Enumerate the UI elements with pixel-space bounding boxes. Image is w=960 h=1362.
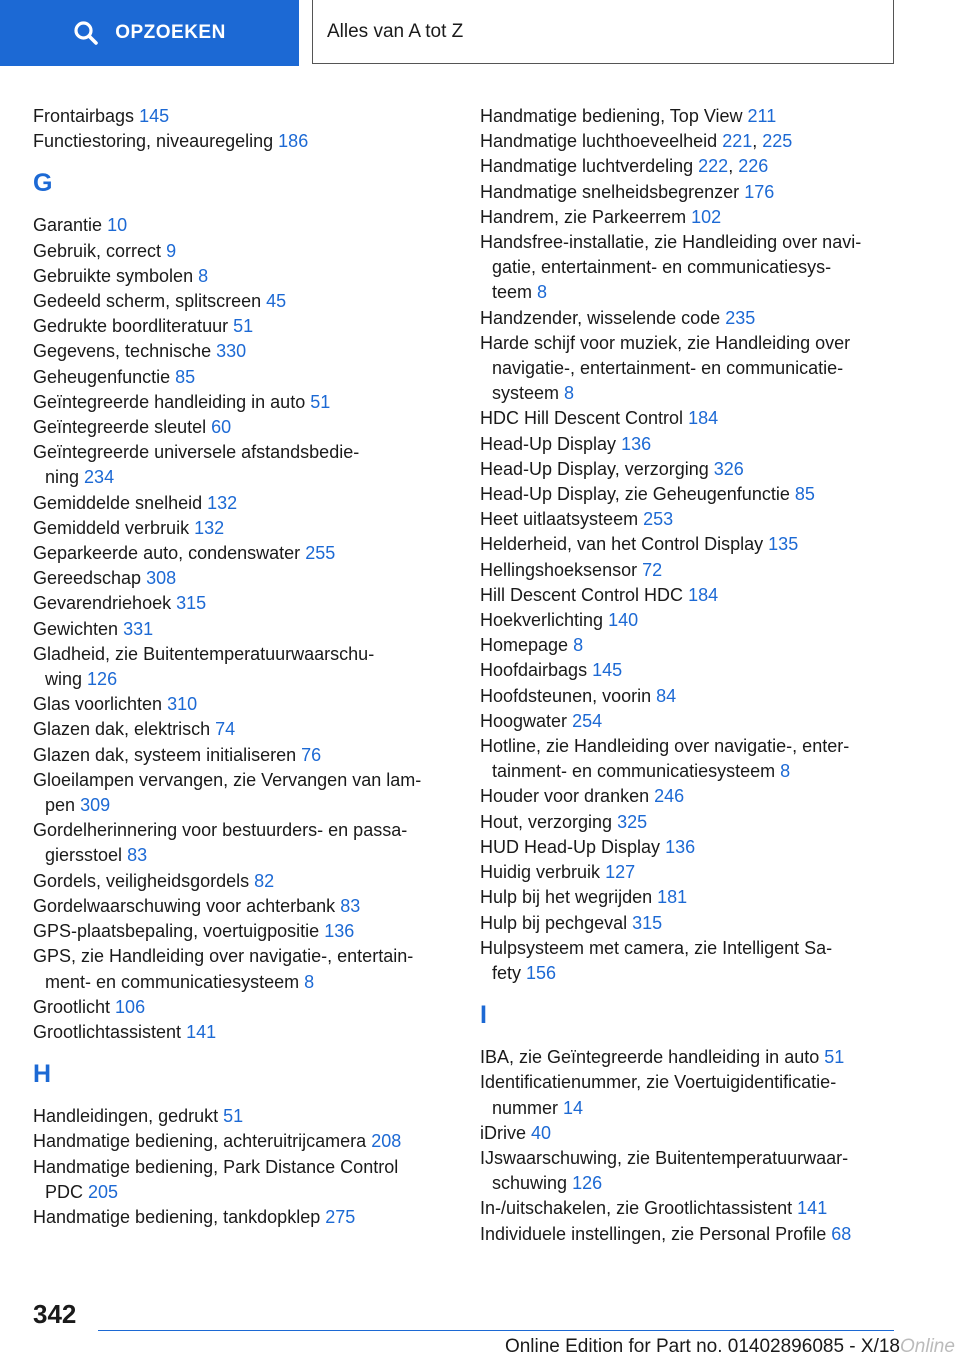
index-entry-text: Head-Up Display, verzorging bbox=[480, 458, 709, 479]
index-entry bbox=[480, 482, 900, 507]
index-entry-text: pen bbox=[45, 795, 76, 816]
page-link[interactable]: 141 bbox=[797, 1198, 828, 1219]
index-entry-text: IBA, zie Geïntegreerde handleiding in auto bbox=[480, 1047, 820, 1068]
page-link[interactable]: 205 bbox=[88, 1181, 119, 1202]
index-entry-text: Individuele instellingen, zie Personal Profile bbox=[480, 1223, 827, 1244]
index-entry-text: Gemiddeld verbruik bbox=[33, 517, 190, 538]
index-entry-text: teem bbox=[492, 282, 533, 303]
index-entry bbox=[33, 1205, 443, 1230]
index-entry-text: Gevarendriehoek bbox=[33, 593, 172, 614]
page-link[interactable]: 126 bbox=[87, 669, 118, 690]
index-entry bbox=[480, 810, 900, 835]
index-entry-text: Gedeeld scherm, splitscreen bbox=[33, 291, 262, 312]
index-entry-text: schuwing bbox=[492, 1173, 568, 1194]
index-entry-text: Gloeilampen vervangen, zie Vervangen van lam- bbox=[33, 769, 422, 790]
page-link[interactable]: 84 bbox=[656, 685, 677, 706]
page-link[interactable]: 234 bbox=[84, 467, 115, 488]
index-entry-text: Gemiddelde snelheid bbox=[33, 492, 203, 513]
page-link[interactable]: 141 bbox=[186, 1021, 217, 1042]
page-link[interactable]: 325 bbox=[617, 811, 648, 832]
page-link[interactable]: 102 bbox=[691, 206, 722, 227]
index-entry bbox=[33, 566, 443, 591]
index-entry bbox=[480, 1196, 900, 1221]
index-entry bbox=[480, 406, 900, 431]
page-link[interactable]: 106 bbox=[115, 996, 146, 1017]
index-entry-text: Geïntegreerde sleutel bbox=[33, 417, 207, 438]
index-entry-text: Glazen dak, systeem initialiseren bbox=[33, 744, 297, 765]
page-link[interactable]: 135 bbox=[768, 534, 799, 555]
index-entry-text: Handleidingen, gedrukt bbox=[33, 1106, 219, 1127]
index-entry bbox=[480, 608, 900, 633]
page-link[interactable]: 176 bbox=[744, 181, 775, 202]
index-entry bbox=[480, 1222, 900, 1247]
index-entry-text: Geïntegreerde handleiding in auto bbox=[33, 391, 306, 412]
page-link[interactable]: 136 bbox=[621, 433, 652, 454]
index-entry bbox=[33, 213, 443, 238]
page-link[interactable]: 211 bbox=[747, 106, 777, 126]
index-entry bbox=[33, 919, 443, 944]
index-entry: Handmatige luchthoeveelheid 221, 225 bbox=[480, 131, 793, 152]
index-entry-text: Head-Up Display, zie Geheugenfunctie bbox=[480, 484, 790, 505]
index-entry bbox=[480, 709, 900, 734]
index-entry-text: HUD Head-Up Display bbox=[480, 836, 661, 857]
index-entry bbox=[33, 869, 443, 894]
index-entry-text: fety bbox=[492, 962, 522, 983]
page-link[interactable]: 181 bbox=[657, 887, 688, 908]
index-entry-text: Hotline, zie Handleiding over navigatie-, enter- bbox=[480, 736, 850, 757]
index-entry-text: Helderheid, van het Control Display bbox=[480, 534, 764, 555]
index-entry bbox=[33, 768, 443, 818]
index-entry-text: Identificatienummer, zie Voertuigidentificatie- bbox=[480, 1072, 837, 1093]
page-link[interactable]: 254 bbox=[572, 710, 603, 731]
index-entry bbox=[480, 633, 900, 658]
page-link[interactable]: 326 bbox=[713, 458, 744, 479]
page-link[interactable]: 60 bbox=[211, 417, 232, 438]
index-entry-text: Handrem, zie Parkeerrem bbox=[480, 206, 687, 227]
index-entry-text: Hill Descent Control HDC bbox=[480, 584, 684, 605]
index-entry-text: Hulp bij het wegrijden bbox=[480, 887, 653, 908]
page-link[interactable]: 156 bbox=[526, 962, 557, 983]
index-entry-text: Gegevens, technische bbox=[33, 341, 212, 362]
index-entry-text: Hoofdairbags bbox=[480, 660, 588, 681]
index-entry-text: Gordelherinnering voor bestuurders- en passa- bbox=[33, 820, 408, 841]
index-column-right bbox=[480, 104, 900, 1247]
page-link[interactable]: 145 bbox=[139, 106, 170, 126]
index-entry bbox=[480, 860, 900, 885]
index-entry bbox=[480, 734, 900, 784]
page-link[interactable]: 309 bbox=[80, 795, 111, 816]
edition-text: Online Edition for Part no. 01402896085 - X/18 bbox=[504, 1336, 900, 1357]
index-entry bbox=[33, 617, 443, 642]
index-letter-heading: G bbox=[33, 169, 53, 198]
page-link[interactable]: 74 bbox=[215, 719, 236, 740]
page-link[interactable]: 330 bbox=[216, 341, 247, 362]
page-link[interactable]: 145 bbox=[592, 660, 623, 681]
index-entry-text: Glazen dak, elektrisch bbox=[33, 719, 211, 740]
index-entry-text: systeem bbox=[492, 383, 560, 404]
index-entry bbox=[480, 432, 900, 457]
index-entry-text: iDrive bbox=[480, 1122, 527, 1143]
index-entry-text: Gereedschap bbox=[33, 568, 142, 589]
index-entry-text: Functiestoring, niveauregeling bbox=[33, 131, 274, 152]
index-entry-text: Hoofdsteunen, voorin bbox=[480, 685, 652, 706]
page-link[interactable]: 136 bbox=[665, 836, 696, 857]
index-entry bbox=[33, 1129, 443, 1154]
index-entry bbox=[33, 541, 443, 566]
index-entry bbox=[33, 1104, 443, 1129]
index-entry-text: Gebruikte symbolen bbox=[33, 265, 194, 286]
index-entry-text: Gordelwaarschuwing voor achterbank bbox=[33, 895, 336, 916]
page-link[interactable]: 315 bbox=[632, 912, 663, 933]
page-link[interactable]: 83 bbox=[340, 895, 361, 916]
index-entry-text: Hoogwater bbox=[480, 710, 568, 731]
page-link[interactable]: 186 bbox=[278, 131, 309, 152]
index-entry bbox=[480, 457, 900, 482]
index-entry bbox=[33, 516, 443, 541]
page-number: 342 bbox=[33, 1299, 77, 1329]
index-entry bbox=[33, 642, 443, 692]
page-link[interactable]: 221 bbox=[722, 131, 753, 152]
index-entry bbox=[33, 491, 443, 516]
index-entry bbox=[480, 507, 900, 532]
index-entry bbox=[33, 129, 443, 154]
page-link[interactable]: 40 bbox=[531, 1122, 552, 1143]
index-entry bbox=[33, 314, 443, 339]
index-entry-text: Grootlicht bbox=[33, 996, 111, 1017]
page-link[interactable]: 14 bbox=[563, 1097, 584, 1118]
index-entry-text: Gedrukte boordliteratuur bbox=[33, 316, 229, 337]
index-entry-text: Glas voorlichten bbox=[33, 694, 163, 715]
index-entry-text: Handmatige bediening, tankdopklep bbox=[33, 1206, 321, 1227]
index-entry: Handmatige luchtverdeling 222, 226 bbox=[480, 156, 769, 177]
index-entry bbox=[480, 104, 900, 129]
page-link[interactable]: 208 bbox=[371, 1131, 402, 1152]
index-entry-text: navigatie-, entertainment- en communicatie- bbox=[492, 358, 844, 379]
index-entry bbox=[480, 205, 900, 230]
index-entry-text: PDC bbox=[45, 1181, 84, 1202]
watermark: Online bbox=[900, 1336, 955, 1357]
index-entry bbox=[33, 717, 443, 742]
index-column-left bbox=[33, 104, 443, 1230]
index-entry bbox=[33, 289, 443, 314]
index-entry bbox=[33, 591, 443, 616]
index-entry-text: GPS, zie Handleiding over navigatie-, entertain- bbox=[33, 946, 414, 967]
page-link[interactable]: 9 bbox=[166, 240, 177, 261]
index-entry-text: giersstoel bbox=[45, 845, 123, 866]
index-entry-text: Geïntegreerde universele afstandsbedie- bbox=[33, 442, 360, 463]
index-entry-text: Heet uitlaatsysteem bbox=[480, 509, 639, 530]
index-entry-text: HDC Hill Descent Control bbox=[480, 408, 684, 429]
search-button-label: OPZOEKEN bbox=[115, 22, 226, 43]
index-entry-text: Garantie bbox=[33, 215, 103, 236]
index-entry bbox=[33, 365, 443, 390]
index-entry-text: Head-Up Display bbox=[480, 433, 617, 454]
page-link[interactable]: 184 bbox=[688, 584, 719, 605]
page-link[interactable]: 85 bbox=[175, 366, 196, 387]
top-bar bbox=[0, 0, 960, 66]
page-link[interactable]: 255 bbox=[305, 543, 336, 564]
index-entry bbox=[33, 944, 443, 994]
index-entry bbox=[33, 894, 443, 919]
search-button[interactable] bbox=[0, 0, 299, 66]
index-entry bbox=[33, 104, 443, 129]
page-link[interactable]: 136 bbox=[324, 921, 355, 942]
index-entry bbox=[480, 658, 900, 683]
index-entry-text: Hout, verzorging bbox=[480, 811, 613, 832]
page-link[interactable]: 72 bbox=[642, 559, 663, 580]
index-entry-text: Hulpsysteem met camera, zie Intelligent Sa- bbox=[480, 937, 833, 958]
index-entry-text: Huidig verbruik bbox=[480, 862, 601, 883]
page-link[interactable]: 8 bbox=[780, 761, 791, 782]
index-letter-heading: I bbox=[480, 1001, 487, 1030]
index-entry bbox=[33, 995, 443, 1020]
index-entry bbox=[480, 835, 900, 860]
page-link[interactable]: 8 bbox=[198, 265, 209, 286]
index-entry-text: Handsfree-installatie, zie Handleiding over navi- bbox=[480, 232, 862, 253]
page-link[interactable]: 8 bbox=[304, 971, 315, 992]
index-entry-text: Hellingshoeksensor bbox=[480, 559, 638, 580]
page-link[interactable]: 10 bbox=[107, 215, 128, 236]
index-entry-text: Handmatige bediening, Top View bbox=[480, 106, 743, 126]
index-entry-text: Geparkeerde auto, condenswater bbox=[33, 543, 301, 564]
index-entry bbox=[33, 1155, 443, 1205]
page-link[interactable]: 222 bbox=[698, 156, 729, 177]
index-entry bbox=[33, 264, 443, 289]
page-link[interactable]: 51 bbox=[824, 1047, 845, 1068]
page-link[interactable]: 226 bbox=[738, 156, 769, 177]
page-link[interactable]: 275 bbox=[325, 1206, 356, 1227]
page-link[interactable]: 8 bbox=[573, 635, 584, 656]
page-link[interactable]: 308 bbox=[146, 568, 177, 589]
page-link[interactable]: 51 bbox=[223, 1106, 244, 1127]
page-link[interactable]: 82 bbox=[254, 870, 275, 891]
index-entry bbox=[33, 692, 443, 717]
page-link[interactable]: 85 bbox=[794, 484, 815, 505]
index-entry bbox=[480, 331, 900, 407]
index-entry bbox=[480, 784, 900, 809]
index-entry-text: Gladheid, zie Buitentemperatuurwaarschu- bbox=[33, 643, 375, 664]
index-entry bbox=[480, 885, 900, 910]
index-entry bbox=[480, 532, 900, 557]
index-entry bbox=[480, 1121, 900, 1146]
index-entry bbox=[33, 1020, 443, 1045]
page-link[interactable]: 76 bbox=[301, 744, 322, 765]
index-entry-text: IJswaarschuwing, zie Buitentemperatuurwaar- bbox=[480, 1147, 849, 1168]
index-entry-text: Handmatige bediening, Park Distance Control bbox=[33, 1156, 399, 1177]
index-entry-text: ment- en communicatiesysteem bbox=[45, 971, 300, 992]
index-entry bbox=[480, 1146, 900, 1196]
index-entry-text: nummer bbox=[492, 1097, 559, 1118]
index-entry-text: Handmatige bediening, achteruitrijcamera bbox=[33, 1131, 367, 1152]
index-entry-text: Harde schijf voor muziek, zie Handleiding over bbox=[480, 332, 851, 353]
index-entry-text: Grootlichtassistent bbox=[33, 1021, 182, 1042]
index-entry bbox=[33, 440, 443, 490]
search-icon bbox=[73, 20, 99, 46]
index-entry-text: wing bbox=[45, 669, 83, 690]
page-link[interactable]: 51 bbox=[233, 316, 254, 337]
index-letter-heading: H bbox=[33, 1060, 52, 1089]
page-link[interactable]: 225 bbox=[762, 131, 793, 152]
index-entry-text: Handzender, wisselende code bbox=[480, 307, 721, 328]
page-link[interactable]: 140 bbox=[608, 610, 639, 631]
tab-a-to-z[interactable]: Alles van A tot Z bbox=[312, 0, 894, 64]
index-entry-text: Handmatige luchthoeveelheid bbox=[480, 131, 718, 152]
page-link[interactable]: 8 bbox=[537, 282, 548, 303]
index-entry-text: Houder voor dranken bbox=[480, 786, 650, 807]
index-entry bbox=[480, 684, 900, 709]
index-entry-text: ning bbox=[45, 467, 80, 488]
page-link[interactable]: 310 bbox=[167, 694, 198, 715]
page-link[interactable]: 331 bbox=[123, 618, 154, 639]
index-entry bbox=[33, 390, 443, 415]
index-entry bbox=[480, 1070, 900, 1120]
page-link[interactable]: 45 bbox=[266, 291, 287, 312]
index-entry bbox=[480, 1045, 900, 1070]
index-entry bbox=[33, 415, 443, 440]
index-entry-text: Hoekverlichting bbox=[480, 610, 604, 631]
index-entry-text: Gordels, veiligheidsgordels bbox=[33, 870, 250, 891]
index-entry bbox=[33, 339, 443, 364]
page-link[interactable]: 127 bbox=[605, 862, 636, 883]
index-entry bbox=[480, 180, 900, 205]
page-link[interactable]: 132 bbox=[207, 492, 238, 513]
index-entry-text: tainment- en communicatiesysteem bbox=[492, 761, 776, 782]
index-entry-text: gatie, entertainment- en communicatiesys- bbox=[492, 257, 832, 278]
index-entry bbox=[480, 936, 900, 986]
page-link[interactable]: 68 bbox=[831, 1223, 852, 1244]
page-link[interactable]: 246 bbox=[654, 786, 685, 807]
index-entry-text: GPS-plaatsbepaling, voertuigpositie bbox=[33, 921, 320, 942]
index-entry-text: Hulp bij pechgeval bbox=[480, 912, 628, 933]
index-entry bbox=[33, 743, 443, 768]
index-entry-text: Handmatige luchtverdeling bbox=[480, 156, 694, 177]
page-link[interactable]: 126 bbox=[572, 1173, 603, 1194]
index-entry bbox=[33, 818, 443, 868]
page-link[interactable]: 83 bbox=[127, 845, 148, 866]
page-link[interactable]: 315 bbox=[176, 593, 207, 614]
page-link[interactable]: 132 bbox=[194, 517, 225, 538]
page-link[interactable]: 253 bbox=[643, 509, 674, 530]
page-link[interactable]: 8 bbox=[564, 383, 575, 404]
index-entry bbox=[480, 306, 900, 331]
index-entry-text: Handmatige snelheidsbegrenzer bbox=[480, 181, 740, 202]
index-entry-text: Gebruik, correct bbox=[33, 240, 162, 261]
page-link[interactable]: 184 bbox=[688, 408, 719, 429]
page-link[interactable]: 235 bbox=[725, 307, 756, 328]
index-entry-text: In-/uitschakelen, zie Grootlichtassistent bbox=[480, 1198, 793, 1219]
index-entry bbox=[480, 911, 900, 936]
page-link[interactable]: 51 bbox=[310, 391, 331, 412]
index-entry bbox=[480, 558, 900, 583]
index-entry bbox=[480, 230, 900, 306]
index-entry-text: Frontairbags bbox=[33, 106, 135, 126]
index-entry-text: Gewichten bbox=[33, 618, 119, 639]
index-entry-text: Homepage bbox=[480, 635, 569, 656]
index-entry bbox=[33, 239, 443, 264]
index-entry-text: Geheugenfunctie bbox=[33, 366, 171, 387]
index-entry bbox=[480, 583, 900, 608]
footer-divider bbox=[98, 1330, 894, 1331]
